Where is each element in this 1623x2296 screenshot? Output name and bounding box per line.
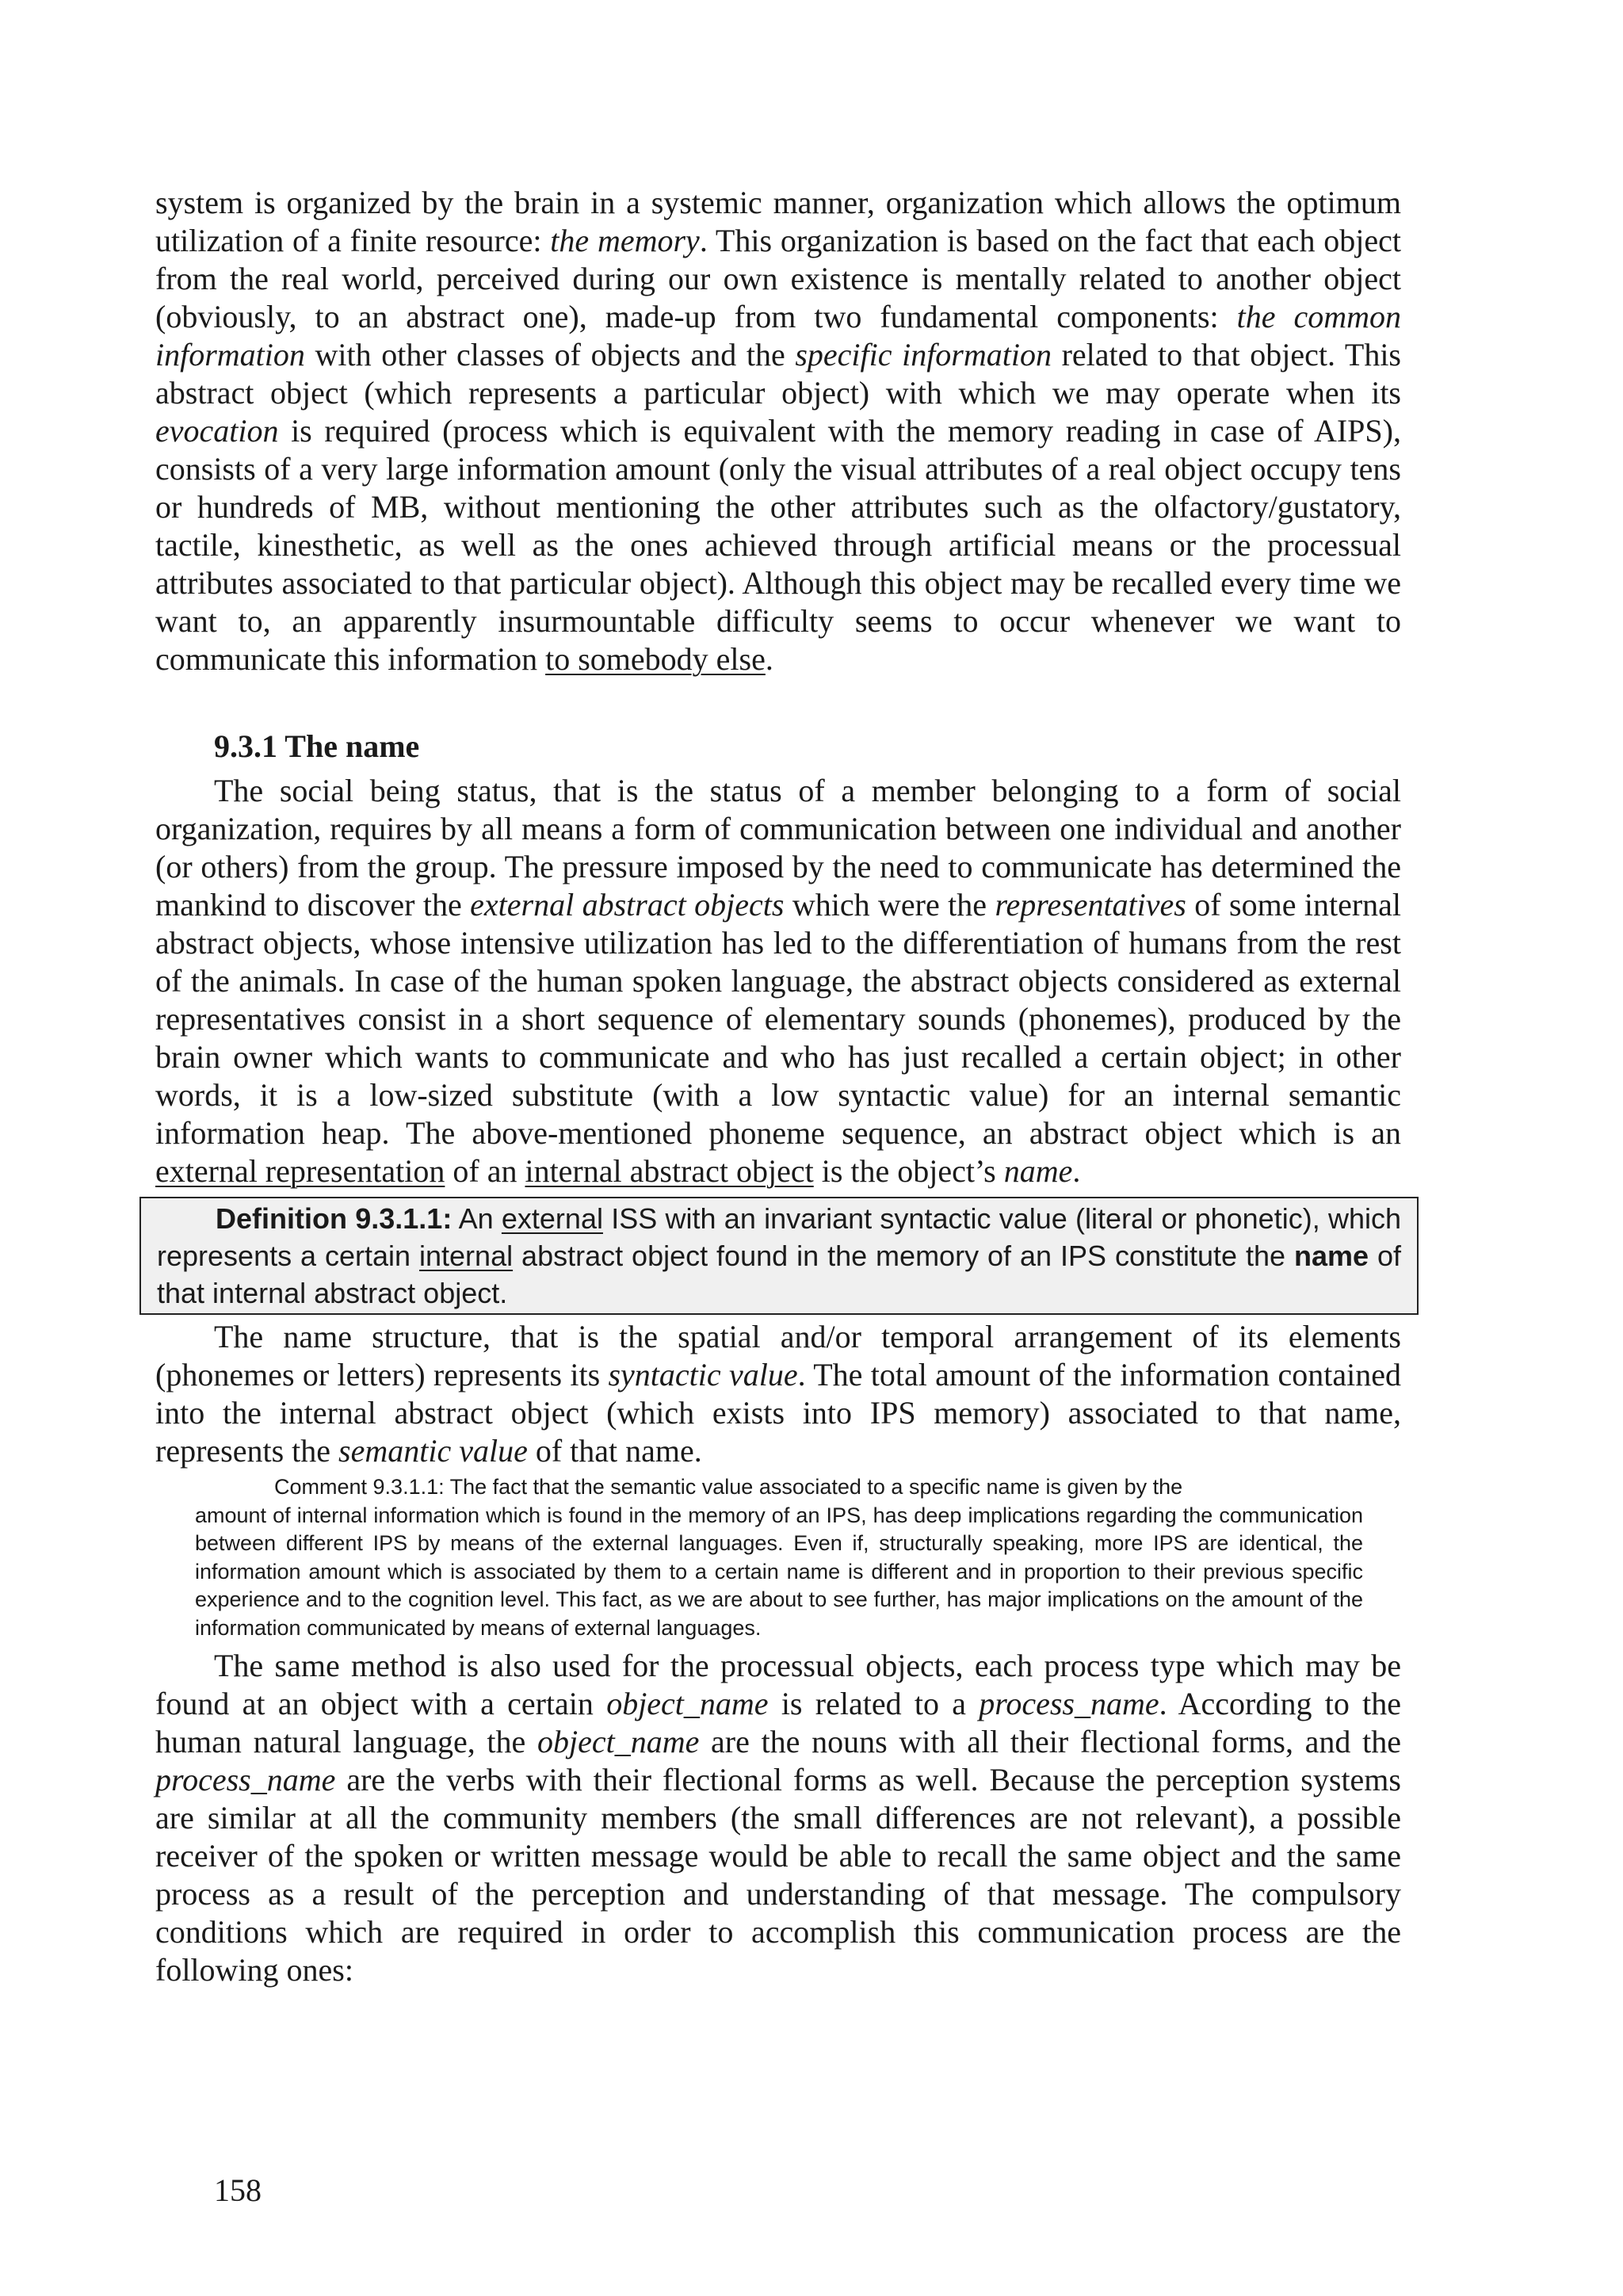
text-run: with other classes of objects and the <box>304 337 796 372</box>
italic-term: name <box>1003 1153 1073 1189</box>
italic-term: specific information <box>795 337 1052 372</box>
paragraph-processual-objects <box>155 1647 1401 1989</box>
text-run: of an <box>445 1153 525 1189</box>
underlined-phrase: internal <box>419 1240 514 1272</box>
text-run: . <box>765 641 773 677</box>
italic-term: object_name <box>537 1724 700 1759</box>
text-run: . <box>1072 1153 1081 1189</box>
text-run: is the object’s <box>813 1153 1004 1189</box>
bold-term: name <box>1293 1240 1369 1272</box>
text-run: which were the <box>784 887 995 923</box>
text-run: The name structure, that is the spatial and/or temporal arrangement of its elements (phonemes or letters) represents its <box>155 1319 1401 1392</box>
definition-label: Definition 9.3.1.1: <box>216 1202 453 1235</box>
comment-lead-line: Comment 9.3.1.1: The fact that the semantic value associated to a specific name is given by the <box>274 1475 1183 1499</box>
italic-term: evocation <box>155 413 279 449</box>
text-run: . This organization is based on the fact that each object from the real world, perceived during our own existence is mentally related to another object (obviously, to an abstract one), made-up from two fundamental components: <box>155 223 1401 334</box>
italic-term: the common information <box>155 299 1401 372</box>
text-run: related to that object. This abstract object (which represents a particular object) with which we may operate when its <box>155 337 1401 411</box>
page-number: 158 <box>214 2172 262 2208</box>
text-run: of that name. <box>527 1433 702 1469</box>
italic-term: representatives <box>995 887 1186 923</box>
text-run: are the nouns with all their flectional forms, and the <box>699 1724 1401 1759</box>
text-run: . The total amount of the information contained into the internal abstract object (which exists into IPS memory) associated to that name, represents the <box>155 1357 1401 1469</box>
italic-term: process_name <box>979 1686 1159 1721</box>
text-run: . According to the human natural language, the <box>155 1686 1401 1759</box>
italic-term: object_name <box>606 1686 769 1721</box>
text-run: The social being status, that is the status of a member belonging to a form of social organization, requires by all means a form of communication between one individual and another (or others) from the group. The pressure imposed by the need to communicate has determined the mankind to discover the <box>155 773 1401 923</box>
italic-term: process_name <box>155 1762 336 1797</box>
text-run: system is organized by the brain in a systemic manner, organization which allows the optimum utilization of a finite resource: <box>155 185 1401 258</box>
underlined-phrase: to somebody else <box>545 641 766 677</box>
page-body <box>155 184 1401 1989</box>
italic-term: external abstract objects <box>470 887 785 923</box>
text-run: An <box>452 1202 502 1235</box>
text-run: is related to a <box>768 1686 980 1721</box>
text-run: of some internal abstract objects, whose intensive utilization has led to the differentiation of humans from the rest of the animals. In case of the human spoken language, the abstract objects considered as external representatives consist in a short sequence of elementary sounds (phonemes), produced by the brain owner which wants to communicate and who has just recalled a certain object; in other words, it is a low-sized substitute (with a low syntactic value) for an internal semantic information heap. The above-mentioned phoneme sequence, an abstract object which is an <box>155 887 1402 1151</box>
section-heading: 9.3.1 The name <box>214 728 420 764</box>
text-run: of that internal abstract object. <box>157 1240 1402 1309</box>
text-run: The same method is also used for the processual objects, each process type which may be found at an object with a certain <box>155 1648 1401 1721</box>
text-run: are the verbs with their flectional forms as well. Because the perception systems are similar at all the community members (the small differences are not relevant), a possible receiver of the spoken or written message would be able to recall the same object and the same process as a result of the perception and understanding of that message. The compulsory conditions which are required in order to accomplish this communication process are the following ones: <box>155 1762 1401 1988</box>
italic-term: syntactic value <box>608 1357 798 1392</box>
text-run: is required (process which is equivalent with the memory reading in case of AIPS), consists of a very large information amount (only the visual attributes of a real object occupy tens or hundreds of MB, without mentioning the other attributes such as the olfactory/gustatory, tactile, kinesthetic, as well as the ones achieved through artificial means or the processual attributes associated to that particular object). Although this object may be recalled every time we want to, an apparently insurmountable difficulty seems to occur whenever we want to communicate this information <box>155 413 1401 677</box>
text-run: abstract object found in the memory of an IPS constitute the <box>513 1240 1294 1272</box>
text-run: ISS with an invariant syntactic value (literal or phonetic), which represents a certain <box>157 1202 1401 1272</box>
underlined-phrase: internal abstract object <box>525 1153 814 1189</box>
paragraph-memory-organization <box>155 184 1401 678</box>
paragraph-syntactic-value <box>155 1318 1401 1470</box>
paragraph-name-intro <box>155 772 1401 1190</box>
italic-term: the memory <box>550 223 700 258</box>
definition-box <box>139 1197 1419 1315</box>
italic-term: semantic value <box>338 1433 528 1469</box>
comment-block <box>195 1473 1363 1642</box>
underlined-phrase: external <box>501 1202 603 1235</box>
comment-body: amount of internal information which is found in the memory of an IPS, has deep implications regarding the communication between different IPS by means of the external languages. Even if, structurally speaking, more IPS are identical, the information amount which is associated by them to a certain name is different and in proportion to their previous specific experience and to the cognition level. This fact, as we are about to see further, has major implications on the amount of the information communicated by means of external languages. <box>195 1503 1363 1640</box>
underlined-phrase: external representation <box>155 1153 445 1189</box>
